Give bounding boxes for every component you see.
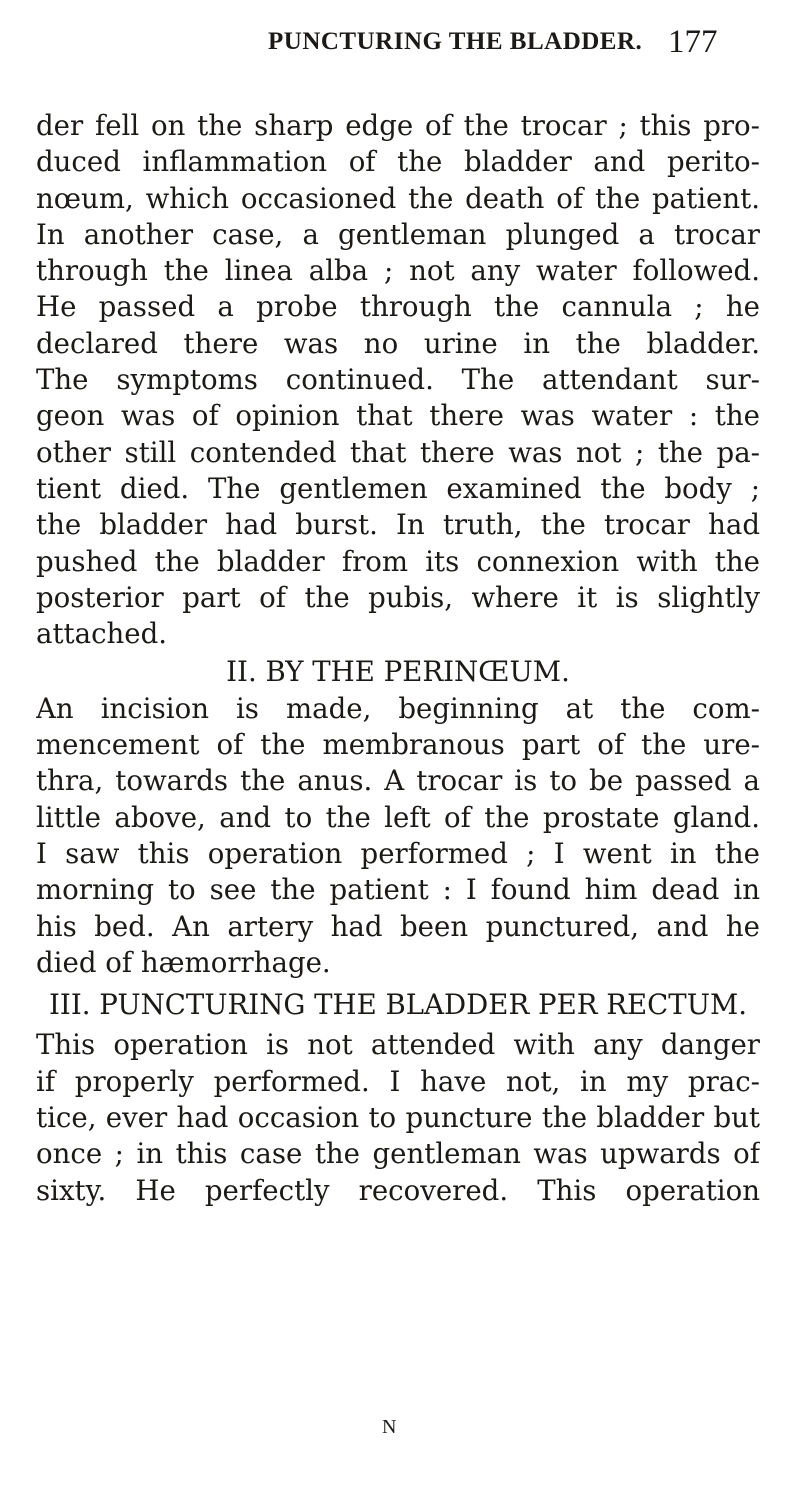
text-line: once ; in this case the gentleman was upwards of: [36, 1137, 760, 1171]
text-line: An incision is made, beginning at the com-: [36, 691, 760, 725]
text-line: through the linea alba ; not any water followed.: [36, 254, 760, 288]
text-line: his bed. An artery had been punctured, and he: [36, 909, 760, 943]
text-line: I saw this operation performed ; I went in the: [36, 836, 760, 870]
text-line: The symptoms continued. The attendant sur-: [36, 363, 760, 397]
text-line: der fell on the sharp edge of the trocar ; this pro-: [36, 109, 760, 142]
text-line: nœum, which occasioned the death of the patient.: [36, 181, 760, 215]
signature-mark: N: [382, 1416, 397, 1438]
text-line: This operation is not attended with any danger: [36, 1028, 760, 1062]
text-line: In another case, a gentleman plunged a trocar: [36, 217, 760, 251]
text-line: geon was of opinion that there was water : the: [36, 399, 760, 433]
section-heading-per-rectum: III. PUNCTURING THE BLADDER PER RECTUM.: [49, 988, 747, 1022]
text-line: the bladder had burst. In truth, the trocar had: [36, 508, 760, 542]
text-line: sixty. He perfectly recovered. This operation: [36, 1173, 760, 1207]
paragraph-continuation: [36, 108, 760, 652]
text-line: tice, ever had occasion to puncture the bladder but: [36, 1101, 760, 1135]
section-heading-perinaeum: II. BY THE PERINŒUM.: [226, 655, 570, 689]
text-line: morning to see the patient : I found him dead in: [36, 873, 760, 907]
text-line: duced inflammation of the bladder and perito-: [36, 145, 760, 179]
running-head: PUNCTURING THE BLADDER.: [268, 28, 643, 55]
text-line: other still contended that there was not ; the pa-: [36, 435, 760, 469]
paragraph-per-rectum: [36, 1027, 760, 1208]
text-line: declared there was no urine in the bladder.: [36, 326, 760, 360]
text-line: pushed the bladder from its connexion with the: [36, 544, 760, 578]
page-body: [36, 108, 760, 1209]
text-line: mencement of the membranous part of the ure-: [36, 728, 760, 762]
paragraph-perinaeum: [36, 691, 760, 981]
text-line: little above, and to the left of the prostate gland.: [36, 800, 760, 834]
text-line: attached.: [36, 617, 168, 651]
text-line: posterior part of the pubis, where it is slightly: [36, 580, 760, 614]
text-line: tient died. The gentlemen examined the body ;: [36, 471, 760, 505]
page-number: 177: [668, 24, 718, 60]
text-line: if properly performed. I have not, in my prac-: [36, 1064, 760, 1098]
text-line: He passed a probe through the cannula ; he: [36, 290, 760, 324]
page-header: [0, 10, 800, 70]
text-line: thra, towards the anus. A trocar is to be passed a: [36, 764, 760, 798]
text-line: died of hæmorrhage.: [36, 945, 331, 979]
